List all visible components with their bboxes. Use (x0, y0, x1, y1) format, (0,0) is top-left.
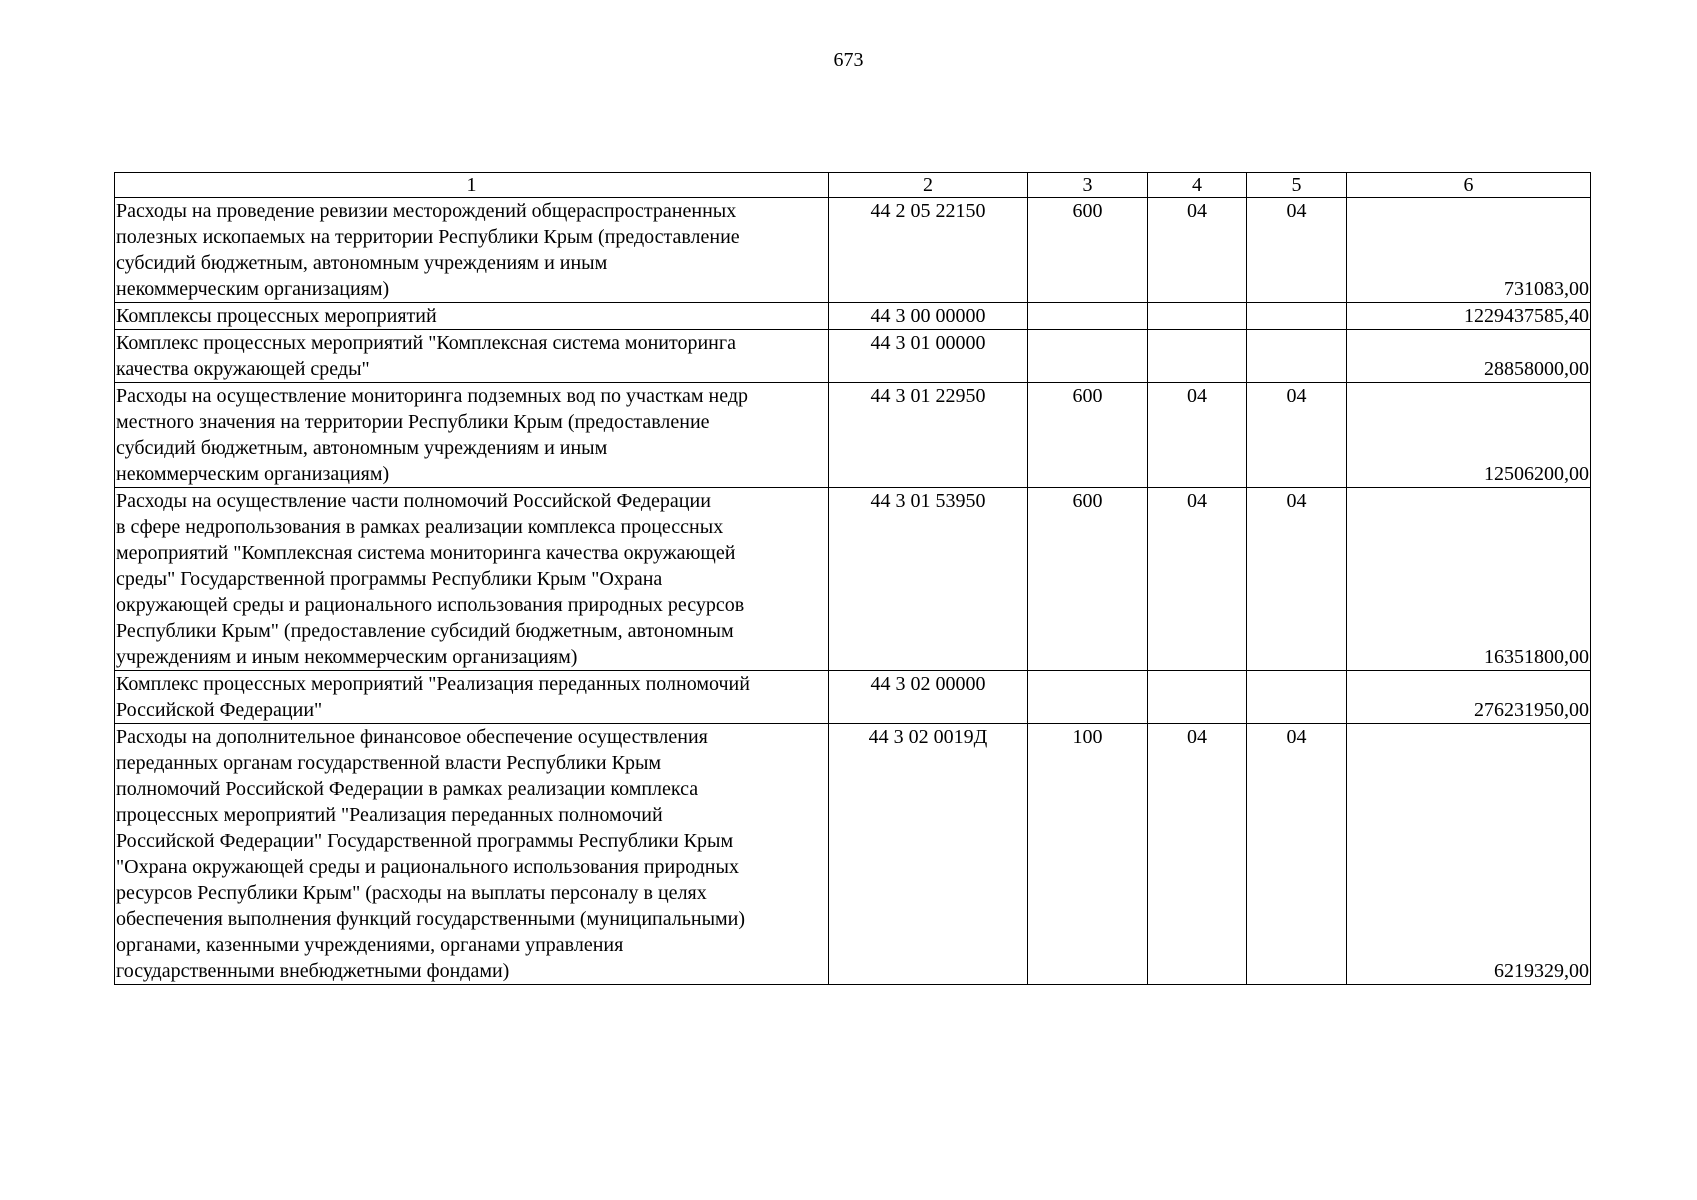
expense-name-line: переданных органам государственной власти Республики Крым (116, 752, 662, 774)
expense-name-line: Российской Федерации" Государственной программы Республики Крым (116, 830, 734, 852)
expense-type-cell (1028, 330, 1148, 383)
subsection-cell: 04 (1247, 488, 1347, 671)
expense-name-line: процессных мероприятий "Реализация переданных полномочий (116, 804, 663, 826)
amount-cell: 28858000,00 (1347, 330, 1591, 383)
table-row (115, 724, 1591, 985)
column-header: 1 (115, 173, 829, 198)
expense-name-line: в сфере недропользования в рамках реализации комплекса процессных (116, 516, 724, 538)
section-cell (1148, 671, 1247, 724)
target-article-code-cell: 44 3 01 00000 (829, 330, 1028, 383)
expense-name-line: некоммерческим организациям) (116, 463, 390, 485)
section-cell (1148, 330, 1247, 383)
expense-name-line: некоммерческим организациям) (116, 278, 390, 300)
expense-name-line: местного значения на территории Республики Крым (предоставление (116, 411, 710, 433)
expense-name-cell (115, 303, 829, 330)
expense-type-cell: 600 (1028, 198, 1148, 303)
column-header: 4 (1148, 173, 1247, 198)
subsection-cell: 04 (1247, 198, 1347, 303)
subsection-cell: 04 (1247, 724, 1347, 985)
expense-name-line: Расходы на проведение ревизии месторождений общераспространенных (116, 200, 737, 222)
expense-name-line: ресурсов Республики Крым" (расходы на выплаты персоналу в целях (116, 882, 707, 904)
expense-type-cell: 600 (1028, 383, 1148, 488)
section-cell: 04 (1148, 198, 1247, 303)
table-row (115, 671, 1591, 724)
amount-cell: 12506200,00 (1347, 383, 1591, 488)
expense-name-line: Комплекс процессных мероприятий "Реализация переданных полномочий (116, 673, 750, 695)
subsection-cell (1247, 303, 1347, 330)
expense-type-cell: 100 (1028, 724, 1148, 985)
budget-table (114, 172, 1591, 985)
expense-name-line: окружающей среды и рационального использования природных ресурсов (116, 594, 745, 616)
table-row (115, 303, 1591, 330)
section-cell: 04 (1148, 724, 1247, 985)
expense-type-cell (1028, 303, 1148, 330)
expense-name-line: обеспечения выполнения функций государственными (муниципальными) (116, 908, 746, 930)
subsection-cell: 04 (1247, 383, 1347, 488)
expense-name-line: качества окружающей среды" (116, 358, 370, 380)
target-article-code-cell: 44 3 01 53950 (829, 488, 1028, 671)
expense-name-line: учреждениям и иным некоммерческим организациям) (116, 646, 578, 668)
target-article-code-cell: 44 3 00 00000 (829, 303, 1028, 330)
amount-cell: 16351800,00 (1347, 488, 1591, 671)
target-article-code-cell: 44 3 02 00000 (829, 671, 1028, 724)
table-row (115, 330, 1591, 383)
column-header: 3 (1028, 173, 1148, 198)
expense-name-line: "Охрана окружающей среды и рационального использования природных (116, 856, 739, 878)
expense-name-line: Российской Федерации" (116, 699, 323, 721)
expense-name-line: Расходы на дополнительное финансовое обеспечение осуществления (116, 726, 708, 748)
amount-cell: 731083,00 (1347, 198, 1591, 303)
expense-name-line: Расходы на осуществление части полномочий Российской Федерации (116, 490, 711, 512)
table-row (115, 198, 1591, 303)
expense-name-line: Комплекс процессных мероприятий "Комплексная система мониторинга (116, 332, 736, 354)
amount-cell: 276231950,00 (1347, 671, 1591, 724)
expense-name-line: среды" Государственной программы Республики Крым "Охрана (116, 568, 663, 590)
column-header: 6 (1347, 173, 1591, 198)
target-article-code-cell: 44 3 01 22950 (829, 383, 1028, 488)
expense-name-cell (115, 198, 829, 303)
amount-cell: 1229437585,40 (1347, 303, 1591, 330)
subsection-cell (1247, 671, 1347, 724)
expense-name-line: государственными внебюджетными фондами) (116, 960, 510, 982)
expense-name-cell (115, 383, 829, 488)
table-body (115, 198, 1591, 985)
expense-name-line: субсидий бюджетным, автономным учреждениям и иным (116, 437, 608, 459)
expense-name-line: мероприятий "Комплексная система мониторинга качества окружающей (116, 542, 736, 564)
expense-name-line: полезных ископаемых на территории Республики Крым (предоставление (116, 226, 740, 248)
section-cell (1148, 303, 1247, 330)
expense-name-cell (115, 724, 829, 985)
expense-name-line: субсидий бюджетным, автономным учреждениям и иным (116, 252, 608, 274)
amount-cell: 6219329,00 (1347, 724, 1591, 985)
subsection-cell (1247, 330, 1347, 383)
target-article-code-cell: 44 2 05 22150 (829, 198, 1028, 303)
section-cell: 04 (1148, 383, 1247, 488)
column-header: 2 (829, 173, 1028, 198)
column-header: 5 (1247, 173, 1347, 198)
expense-name-line: Республики Крым" (предоставление субсидий бюджетным, автономным (116, 620, 734, 642)
expense-type-cell: 600 (1028, 488, 1148, 671)
expense-name-line: полномочий Российской Федерации в рамках реализации комплекса (116, 778, 699, 800)
expense-name-line: Расходы на осуществление мониторинга подземных вод по участкам недр (116, 385, 749, 407)
expense-name-line: Комплексы процессных мероприятий (116, 305, 437, 327)
page-number: 673 (833, 49, 864, 71)
table-row (115, 383, 1591, 488)
expense-type-cell (1028, 671, 1148, 724)
expense-name-cell (115, 671, 829, 724)
expense-name-cell (115, 488, 829, 671)
section-cell: 04 (1148, 488, 1247, 671)
expense-name-line: органами, казенными учреждениями, органами управления (116, 934, 624, 956)
expense-name-cell (115, 330, 829, 383)
target-article-code-cell: 44 3 02 0019Д (829, 724, 1028, 985)
table-header-row (115, 173, 1591, 198)
table-row (115, 488, 1591, 671)
